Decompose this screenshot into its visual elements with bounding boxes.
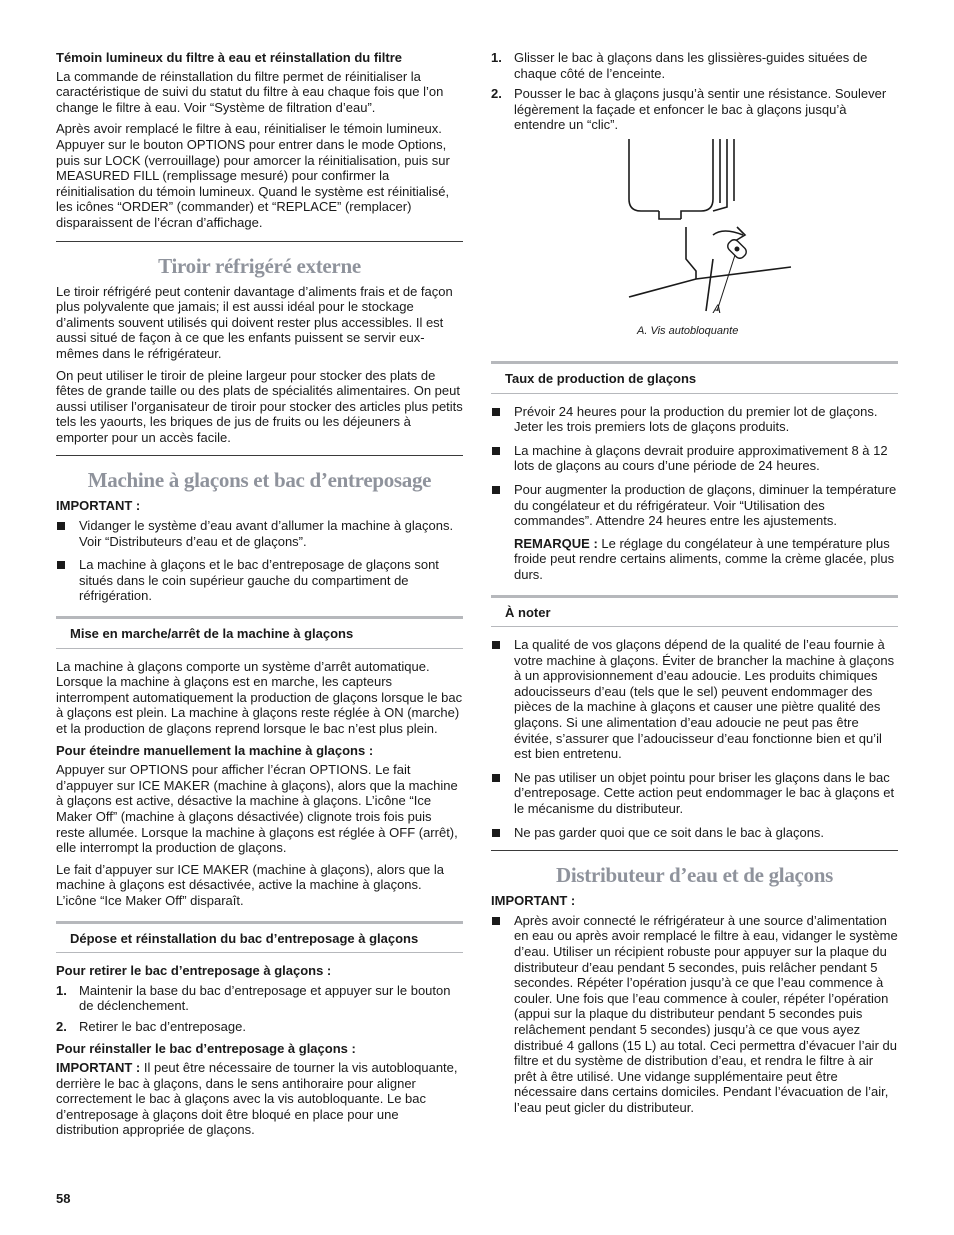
page-number: 58	[56, 1191, 71, 1206]
onoff-paragraph-1: La machine à glaçons comporte un système d’arrêt automatique. Lorsque la machine à glaçons est en marche, les capteurs interrompent automatiquement la production de glaçons lorsque le bac à glaçons est plein. La machine à glaçons reste réglée à ON (marche) et la production de glaçons reprend lorsque le bac n’est plus plein.	[56, 658, 463, 736]
figure-letter: A	[713, 301, 722, 316]
filter-paragraph-1: La commande de réinstallation du filtre permet de réinitialiser la caractéristique de suivi du statut du filtre à eau chaque fois que l’on change le filtre à eau. Voir “Système de filtration d’eau”.	[56, 68, 444, 115]
bin-remove-label: Pour retirer le bac d’entreposage à glaçons :	[56, 963, 332, 979]
list-item: 2. Retirer le bac d’entreposage.	[56, 1018, 246, 1034]
section-title-ice-maker: Machine à glaçons et bac d’entreposage	[56, 455, 463, 492]
square-bullet-icon	[492, 408, 500, 416]
square-bullet-icon	[492, 829, 500, 837]
section-title-drawer: Tiroir réfrigéré externe	[56, 241, 463, 278]
subhead-bin-removal: Dépose et réinstallation du bac d’entreposage à glaçons	[56, 921, 463, 954]
bin-install-label: Pour réinstaller le bac d’entreposage à glaçons :	[56, 1040, 356, 1056]
bin-install-steps	[491, 50, 898, 133]
square-bullet-icon	[492, 917, 500, 925]
list-item: Après avoir connecté le réfrigérateur à une source d’alimentation en eau ou après avoir remplacé le filtre à eau, vidanger le système d’eau. Utiliser un récipient robuste pour appuyer sur la plaque du distributeur d’eau pendant 5 secondes, puis relâcher pendant 5 secondes. Répéter l’opération jusqu’à ce que l’eau commence à couler. Une fois que l’eau commence à couler, répéter l’opération (appui sur la plaque du distributeur pendant 5 secondes puis relâchement pendant 5 secondes) jusqu’à ce que vous ayez distribué 4 gallons (15 L) au total. Ceci permettra d’évacuer l’air du filtre et du système de distribution d’eau, et rendra le filtre à air prêt à être utilisé. Une vidange supplémentaire peut être nécessaire dans certains domiciles. Pendant l’évacuation de l’air, l’eau peut gicler du distributeur.	[491, 913, 898, 1116]
screw-icon	[735, 246, 740, 251]
square-bullet-icon	[492, 774, 500, 782]
figure-caption: A. Vis autobloquante	[637, 324, 739, 337]
section-title-dispenser: Distributeur d’eau et de glaçons	[491, 850, 898, 887]
square-bullet-icon	[57, 561, 65, 569]
square-bullet-icon	[492, 447, 500, 455]
list-item: Pour augmenter la production de glaçons, diminuer la température du congélateur et du réfrigérateur. Voir “Utilisation des commandes”. Attendre 24 heures entre les ajustements. REMARQUE : Le réglage du congélateur à une température plus froide peut rendre certains aliments, comme la crème glacée, plus durs.	[491, 482, 898, 583]
right-column	[491, 50, 898, 1124]
dist-important-label: IMPORTANT :	[491, 893, 576, 909]
subhead-note: À noter	[491, 595, 898, 628]
list-item: 1. Maintenir la base du bac d’entreposage et appuyer sur le bouton de déclenchement.	[56, 982, 451, 1014]
onoff-label: Pour éteindre manuellement la machine à glaçons :	[56, 742, 374, 758]
drawer-paragraph-1: Le tiroir réfrigéré peut contenir davantage d’aliments frais et de façon plus polyvalente que jamais; il est aussi idéal pour le stockage d’aliments souvent utilisés qui doivent rester plus accessibles. Il est aussi situé de façon à ce que les enfants puissent se servir eux-mêmes dans le réfrigérateur.	[56, 283, 453, 361]
filter-light-heading: Témoin lumineux du filtre à eau et réinstallation du filtre	[56, 50, 402, 65]
bin-remove-steps	[56, 983, 463, 1035]
list-item: 1. Glisser le bac à glaçons dans les glissières-guides situées de chaque côté de l’enceinte.	[491, 50, 868, 81]
onoff-paragraph-3: Le fait d’appuyer sur ICE MAKER (machine à glaçons), alors que la machine à glaçons est désactivée, active la machine à glaçons. L’icône “Ice Maker Off” disparaît.	[56, 861, 445, 908]
list-item: Ne pas utiliser un objet pointu pour briser les glaçons dans le bac d’entreposage. Cette action peut endommager le bac à glaçons et le mécanisme du distributeur.	[491, 770, 898, 817]
subhead-production-rate: Taux de production de glaçons	[491, 361, 898, 394]
list-item: 2. Pousser le bac à glaçons jusqu’à sentir une résistance. Soulever légèrement la façade et enfoncer le bac à glaçons jusqu’à entendre un “clic”.	[491, 86, 887, 133]
filter-paragraph-2: Après avoir remplacé le filtre à eau, réinitialiser le témoin lumineux. Appuyer sur le bouton OPTIONS pour entrer dans le mode Options, puis sur LOCK (verrouillage) pour amorcer la réinitialisation, puis sur MEASURED FILL (remplissage mesuré) pour confirmer la réinitialisation du témoin lumineux. Quand le système est réinitialisé, les icônes “ORDER” (commander) et “REPLACE” (remplacer) disparaissent de l’écran d’affichage.	[56, 121, 450, 230]
list-item: Vidanger le système d’eau avant d’allumer la machine à glaçons. Voir “Distributeurs d’eau et de glaçons”.	[56, 518, 463, 549]
ice-bin-illustration	[491, 139, 898, 349]
square-bullet-icon	[492, 641, 500, 649]
drawer-paragraph-2: On peut utiliser le tiroir de pleine largeur pour stocker des plats de fêtes de grande taille ou des plats de spécialités alimentaires. On peut aussi utiliser l’organisateur de tiroir pour stocker des articles plus petits tels les yaourts, les briques de jus de fruits ou les déjeuners à emporter pour un accès facile.	[56, 367, 463, 445]
list-item: La machine à glaçons devrait produire approximativement 8 à 12 lots de glaçons au cours d’une période de 24 heures.	[491, 443, 898, 474]
ice-bullet-list	[56, 518, 463, 604]
rate-bullet-list	[491, 404, 898, 583]
list-item: La machine à glaçons et le bac d’entreposage de glaçons sont situés dans le coin supérieur gauche du compartiment de réfrigération.	[56, 557, 463, 604]
locking-screw-figure	[491, 139, 898, 349]
square-bullet-icon	[57, 522, 65, 530]
onoff-paragraph-2: Appuyer sur OPTIONS pour afficher l’écran OPTIONS. Le fait d’appuyer sur ICE MAKER (machine à glaçons), alors que la machine à glaçons est active, désactive la machine à glaçons. L’icône “Ice Maker Off” (machine à glaçons désactivée) clignote trois fois puis reste allumée. Lorsque la machine à glaçons est réglée à OFF (arrêt), elle interrompt la production de glaçons.	[56, 762, 458, 856]
list-item: La qualité de vos glaçons dépend de la qualité de l’eau fournie à votre machine à glaçons. Éviter de brancher la machine à glaçons à un approvisionnement d’eau adoucie. Les produits chimiques adoucisseurs d’eau (tels que le sel) peuvent endommager des pièces de la machine à glaçons et causer une piètre qualité des glaçons. Si une alimentation d’eau adoucie ne peut pas être évitée, s’assurer que l’adoucisseur d’eau fonctionne bien et qu’il est bien entretenu.	[491, 637, 898, 762]
dist-bullet-list	[491, 913, 898, 1116]
ice-important-label: IMPORTANT :	[56, 498, 141, 514]
subhead-on-off: Mise en marche/arrêt de la machine à glaçons	[56, 616, 463, 649]
list-item: Ne pas garder quoi que ce soit dans le bac à glaçons.	[491, 825, 898, 841]
note-bullet-list	[491, 637, 898, 840]
left-column	[56, 50, 463, 1144]
remark-paragraph: REMARQUE : Le réglage du congélateur à une température plus froide peut rendre certains aliments, comme la crème glacée, plus durs.	[514, 535, 895, 582]
square-bullet-icon	[492, 486, 500, 494]
list-item: Prévoir 24 heures pour la production du premier lot de glaçons. Jeter les trois premiers lots de glaçons produits.	[491, 404, 898, 435]
bin-important-paragraph: IMPORTANT : Il peut être nécessaire de tourner la vis autobloquante, derrière le bac à glaçons, dans le sens antihoraire pour aligner correctement le bac à glaçons avec la vis autobloquante. Le bac d’entreposage à glaçons doit être bloqué en place pour une distribution appropriée de glaçons.	[56, 1060, 458, 1138]
